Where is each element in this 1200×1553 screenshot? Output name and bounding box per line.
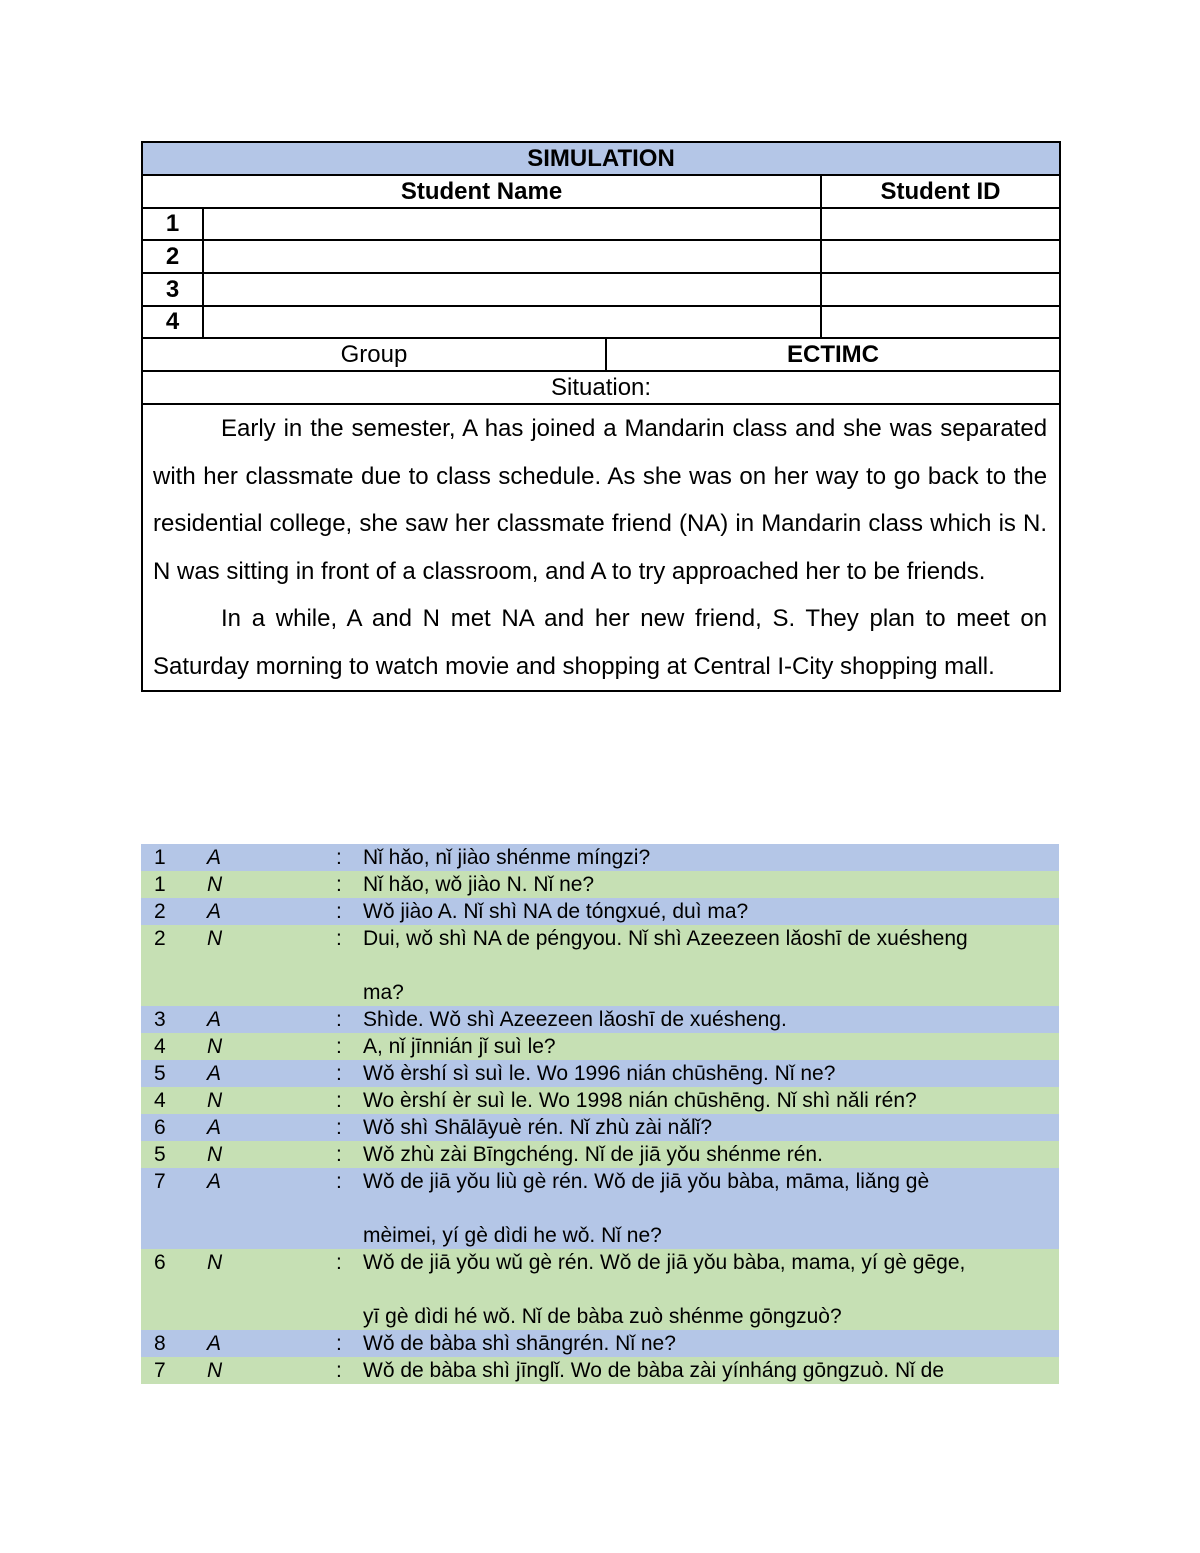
dialogue-line: Wǒ de jiā yǒu liù gè rén. Wǒ de jiā yǒu bàba, māma, liǎng gè [363, 1170, 930, 1193]
row-number: 1 [142, 208, 203, 240]
dialogue-line: Wǒ shì Shālāyuè rén. Nǐ zhù zài nǎlǐ? [363, 1116, 713, 1139]
group-label: Group [142, 338, 606, 371]
line-number: 8 [154, 1332, 166, 1355]
student-id-cell[interactable] [821, 273, 1060, 306]
colon: : [336, 1008, 342, 1031]
simulation-form [141, 141, 1059, 692]
student-name-cell[interactable] [203, 273, 821, 306]
dialogue-text [363, 871, 1059, 898]
dialogue-text [363, 1060, 1059, 1087]
colon: : [336, 1089, 342, 1112]
dialogue-row [141, 1006, 1059, 1033]
dialogue-row [141, 898, 1059, 925]
dialogue-text [363, 925, 1059, 1006]
speaker: N [207, 927, 223, 950]
speaker: A [207, 900, 222, 923]
student-name-cell[interactable] [203, 306, 821, 338]
dialogue-line: Nǐ hǎo, nǐ jiào shénme míngzi? [363, 846, 651, 869]
dialogue-line: Dui, wǒ shì NA de péngyou. Nǐ shì Azeezeen lǎoshī de xuésheng [363, 927, 968, 950]
dialogue-row [141, 1060, 1059, 1087]
speaker: A [207, 1170, 222, 1193]
colon: : [336, 1116, 342, 1139]
situation-paragraph: In a while, A and N met NA and her new friend, S. They plan to meet on Saturday morning to watch movie and shopping at Central I-City shopping mall. [153, 605, 1048, 680]
dialogue-line: Wo èrshí èr suì le. Wo 1998 nián chūshēng. Nǐ shì nǎli rén? [363, 1089, 917, 1112]
dialogue-line: Wǒ de jiā yǒu wǔ gè rén. Wǒ de jiā yǒu bàba, mama, yí gè gēge, [363, 1251, 966, 1274]
speaker: A [207, 1116, 222, 1139]
dialogue-text [363, 1357, 1059, 1384]
student-name-cell[interactable] [203, 240, 821, 273]
row-number: 4 [142, 306, 203, 338]
row-number: 3 [142, 273, 203, 306]
line-number: 6 [154, 1251, 166, 1274]
dialogue-line: yī gè dìdi hé wǒ. Nǐ de bàba zuò shénme gōngzuò? [363, 1305, 842, 1328]
colon: : [336, 846, 342, 869]
dialogue-row [141, 1330, 1059, 1357]
speaker: N [207, 1143, 223, 1166]
colon: : [336, 927, 342, 950]
line-number: 5 [154, 1062, 166, 1085]
line-number: 1 [154, 846, 166, 869]
dialogue-line: Nǐ hǎo, wǒ jiào N. Nǐ ne? [363, 873, 595, 896]
line-number: 1 [154, 873, 166, 896]
student-id-cell[interactable] [821, 208, 1060, 240]
row-number: 2 [142, 240, 203, 273]
line-number: 2 [154, 927, 166, 950]
dialogue-row [141, 1114, 1059, 1141]
dialogue-text [363, 1168, 1059, 1249]
dialogue-text [363, 844, 1059, 871]
dialogue-row [141, 844, 1059, 871]
student-id-cell[interactable] [821, 306, 1060, 338]
colon: : [336, 1170, 342, 1193]
speaker: N [207, 873, 223, 896]
colon: : [336, 873, 342, 896]
dialogue-line: Wǒ zhù zài Bīngchéng. Nǐ de jiā yǒu shénme rén. [363, 1143, 823, 1166]
line-number: 3 [154, 1008, 166, 1031]
line-number: 7 [154, 1170, 166, 1193]
form-title: SIMULATION [142, 142, 1060, 175]
dialogue-line: Wǒ jiào A. Nǐ shì NA de tóngxué, duì ma? [363, 900, 749, 923]
speaker: A [207, 1062, 222, 1085]
dialogue-line: A, nǐ jīnnián jǐ suì le? [363, 1035, 556, 1058]
dialogue-row [141, 925, 1059, 1006]
colon: : [336, 900, 342, 923]
student-id-cell[interactable] [821, 240, 1060, 273]
speaker: A [207, 1008, 222, 1031]
dialogue-text [363, 1087, 1059, 1114]
dialogue-text [363, 898, 1059, 925]
situation-label: Situation: [142, 371, 1060, 404]
situation-paragraph: Early in the semester, A has joined a Mandarin class and she was separated with her classmate due to class schedule. As she was on her way to go back to the residential college, she saw her classmate friend (NA) in Mandarin class which is N. N was sitting in front of a classroom, and A to try approached her to be friends. [153, 415, 1048, 585]
colon: : [336, 1062, 342, 1085]
dialogue-line: Wǒ èrshí sì suì le. Wo 1996 nián chūshēng. Nǐ ne? [363, 1062, 836, 1085]
line-number: 6 [154, 1116, 166, 1139]
dialogue-row [141, 1033, 1059, 1060]
line-number: 4 [154, 1089, 166, 1112]
dialogue-text [363, 1141, 1059, 1168]
group-value: ECTIMC [606, 338, 1060, 371]
colon: : [336, 1143, 342, 1166]
speaker: N [207, 1251, 223, 1274]
student-name-header: Student Name [142, 175, 821, 208]
dialogue-text [363, 1114, 1059, 1141]
dialogue-text [363, 1249, 1059, 1330]
dialogue-row [141, 871, 1059, 898]
dialogue-line: Shìde. Wǒ shì Azeezeen lǎoshī de xuésheng. [363, 1008, 787, 1031]
dialogue-row [141, 1357, 1059, 1384]
dialogue-row [141, 1249, 1059, 1330]
line-number: 5 [154, 1143, 166, 1166]
colon: : [336, 1359, 342, 1382]
speaker: A [207, 1332, 222, 1355]
dialogue-list [141, 844, 1059, 1384]
simulation-table [141, 141, 1061, 692]
speaker: A [207, 846, 222, 869]
speaker: N [207, 1359, 223, 1382]
line-number: 7 [154, 1359, 166, 1382]
dialogue-line: Wǒ de bàba shì jīnglǐ. Wo de bàba zài yínháng gōngzuò. Nǐ de [363, 1359, 944, 1382]
situation-body [142, 404, 1060, 691]
line-number: 2 [154, 900, 166, 923]
dialogue-line: Wǒ de bàba shì shāngrén. Nǐ ne? [363, 1332, 676, 1355]
dialogue-row [141, 1141, 1059, 1168]
dialogue-row [141, 1168, 1059, 1249]
dialogue-line: ma? [363, 981, 404, 1004]
dialogue-text [363, 1006, 1059, 1033]
speaker: N [207, 1035, 223, 1058]
dialogue-row [141, 1087, 1059, 1114]
dialogue-text [363, 1330, 1059, 1357]
line-number: 4 [154, 1035, 166, 1058]
student-name-cell[interactable] [203, 208, 821, 240]
dialogue-line: mèimei, yí gè dìdi he wǒ. Nǐ ne? [363, 1224, 662, 1247]
colon: : [336, 1251, 342, 1274]
speaker: N [207, 1089, 223, 1112]
dialogue-text [363, 1033, 1059, 1060]
colon: : [336, 1332, 342, 1355]
student-id-header: Student ID [821, 175, 1060, 208]
colon: : [336, 1035, 342, 1058]
